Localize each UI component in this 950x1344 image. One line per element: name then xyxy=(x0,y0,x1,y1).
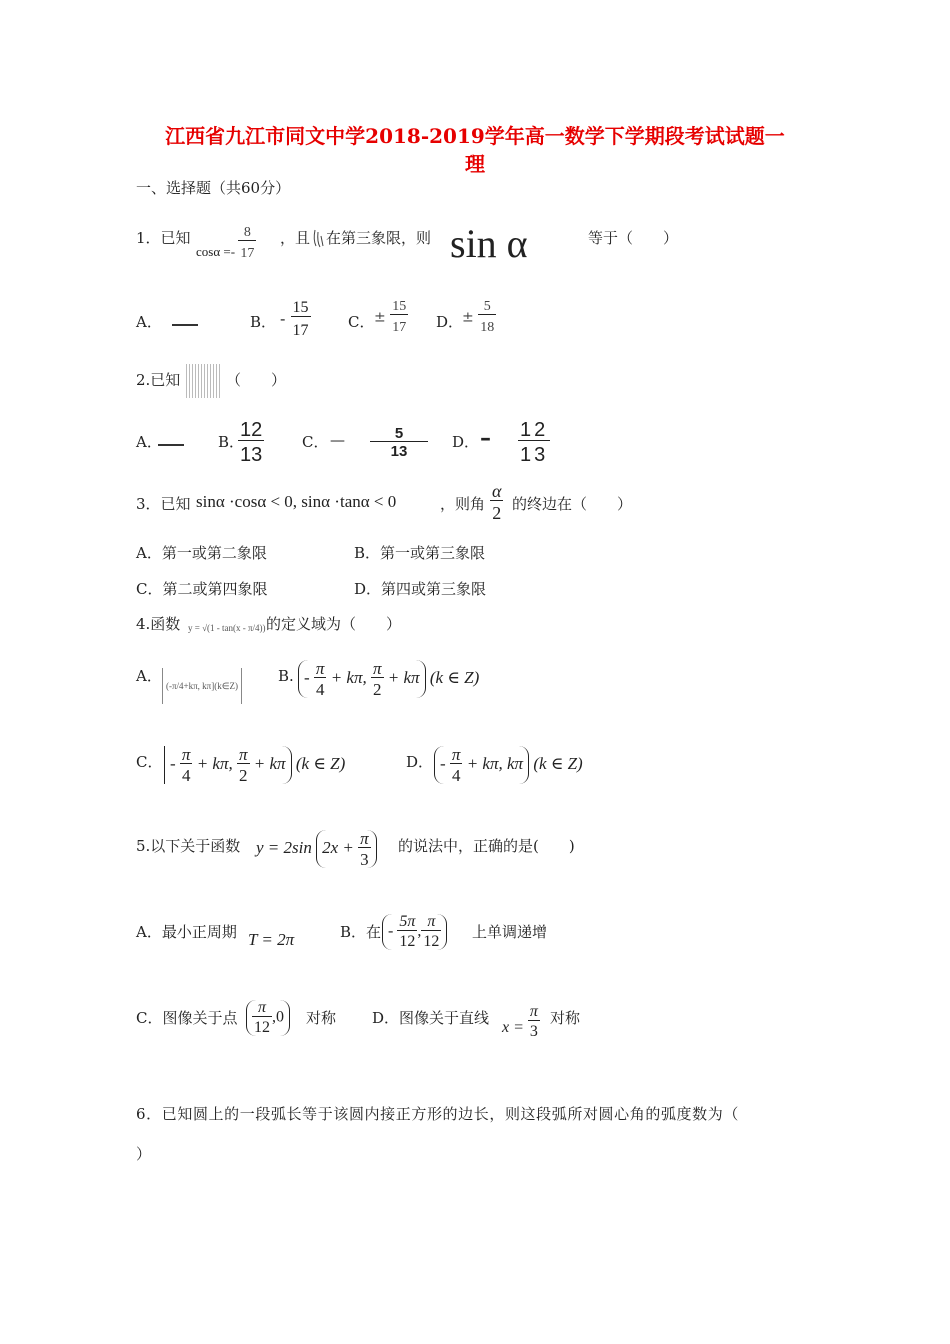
title-line-1: 江西省九江市同文中学2018-2019学年高一数学下学期段考试试题一 xyxy=(165,124,785,148)
q1-option-b-num: 15 xyxy=(292,299,309,316)
q2-option-d-label: D． xyxy=(452,433,480,451)
q1-option-c-num: 15 xyxy=(392,299,407,314)
q3-option-b: B．第一或第三象限 xyxy=(354,544,486,562)
q1-option-c-fraction xyxy=(390,300,408,335)
q2-option-d-num: 12 xyxy=(520,419,549,441)
q5-option-c-paren xyxy=(246,1000,290,1036)
q4-option-c-interval xyxy=(164,746,292,784)
q5-c-frac-den: 12 xyxy=(252,1016,272,1036)
q5-option-a-expr: T = 2π xyxy=(248,930,295,949)
q4-number: 4.函数 xyxy=(136,615,181,633)
q4-option-a-label: A． xyxy=(136,667,162,685)
q1-option-d-sign: ± xyxy=(462,309,474,326)
q3-option-a: A．第一或第二象限 xyxy=(136,544,267,562)
q5-option-b-paren: - $\frac{5\pi}{12}$ , $\frac{\pi}{12}$ xyxy=(382,914,447,950)
q4-option-c-label: C． xyxy=(136,753,163,771)
q1-mid1: ，且 xyxy=(280,229,311,247)
q4-b-minus: - xyxy=(304,667,310,687)
q4-d-frac1 xyxy=(450,746,463,784)
q4-b-frac1-den: 4 xyxy=(314,677,327,698)
q5-b-minus: - xyxy=(388,922,394,940)
q2-option-d-sign: – xyxy=(480,425,491,451)
q4-d-frac1-num: π xyxy=(451,745,461,764)
q5-option-b-tail: 上单调递增 xyxy=(472,923,548,941)
q5-b-frac2-den: 12 xyxy=(421,930,441,950)
q1-option-c-label: C． xyxy=(348,313,375,331)
q4-d-kz: (k ∈ Z) xyxy=(533,753,583,773)
title-line-2: 理 xyxy=(465,152,485,176)
section-heading: 一、选择题（共60分） xyxy=(136,179,291,197)
q4-d-frac1-den: 4 xyxy=(450,763,463,784)
q5-option-c: C．图像关于点 xyxy=(136,1009,238,1027)
q2-option-c-label: C． xyxy=(302,433,329,451)
q2-number: 2.已知 xyxy=(136,371,181,389)
q4-c-frac2 xyxy=(237,746,250,784)
q5-option-c-tail: 对称 xyxy=(306,1009,337,1027)
alpha-glyph-smudge xyxy=(312,226,326,250)
q6-line-2: ） xyxy=(136,1145,152,1163)
q5-option-d-tail: 对称 xyxy=(550,1009,581,1027)
q1-option-c-value xyxy=(374,300,408,335)
q5-frac xyxy=(358,830,371,868)
q1-option-d-value xyxy=(462,300,496,335)
q2-option-c-sign: — xyxy=(330,431,345,449)
q4-c-frac1 xyxy=(180,746,193,784)
q4-option-d-label: D． xyxy=(406,753,434,771)
q3-half-angle xyxy=(490,482,503,522)
q5-frac-num: π xyxy=(360,829,369,848)
q5-argument xyxy=(316,830,377,868)
q3-tail: 的终边在（ ） xyxy=(512,495,633,513)
q1-sin-alpha: sin α xyxy=(450,221,528,266)
q4-c-frac2-num: π xyxy=(239,745,248,764)
q4-b-kz: (k ∈ Z) xyxy=(429,667,480,687)
q5-b-frac2 xyxy=(421,914,441,950)
q4-b-frac2 xyxy=(371,660,384,698)
q5-c-frac xyxy=(252,1000,272,1036)
q1-option-a-label: A． xyxy=(136,313,162,331)
q2-option-a-value xyxy=(156,434,186,454)
q2-option-b-fraction xyxy=(238,420,264,465)
q5-b-frac1-num: 5π xyxy=(399,913,416,930)
q1-cos-num: 8 xyxy=(243,225,251,240)
q4-b-frac2-den: 2 xyxy=(371,677,384,698)
q5-option-b: B．在 xyxy=(340,923,382,941)
q3-number: 3．已知 xyxy=(136,495,191,513)
q3-option-c: C．第二或第四象限 xyxy=(136,580,268,598)
q1-option-d-label: D． xyxy=(436,313,464,331)
q1-option-b-label: B． xyxy=(250,313,277,331)
q4-option-b-label: B. xyxy=(278,667,294,685)
q5-b-frac1-den: 12 xyxy=(397,930,417,950)
q4-d-plus-kpi: + kπ, xyxy=(466,753,503,773)
q5-frac-den: 3 xyxy=(358,847,371,868)
q4-option-d-value xyxy=(434,746,583,784)
q5-function xyxy=(256,830,377,868)
q1-option-b-den: 17 xyxy=(291,316,311,339)
q4-c-frac2-den: 2 xyxy=(237,763,250,784)
q1-cos-expr xyxy=(196,226,256,261)
exam-title xyxy=(120,122,830,178)
q5-number: 5.以下关于函数 xyxy=(136,837,241,855)
q4-option-c-value xyxy=(164,746,345,784)
q5-option-d: D．图像关于直线 xyxy=(372,1009,490,1027)
q4-option-a-value: (-π/4+kπ, kπ](k∈Z) xyxy=(162,668,242,704)
q3-frac-den: 2 xyxy=(490,500,503,522)
q1-option-d-fraction xyxy=(478,300,496,335)
q5-d-x: x = xyxy=(502,1018,524,1036)
q4-option-b-value xyxy=(298,660,479,698)
q4-c-kz: (k ∈ Z) xyxy=(295,753,346,773)
q3-frac-num: α xyxy=(492,481,502,501)
q5-inner: 2x + xyxy=(322,837,354,857)
q2-option-b-num: 12 xyxy=(240,419,263,441)
q1-option-d-num: 5 xyxy=(483,299,491,314)
q1-number: 1．已知 xyxy=(136,229,191,247)
q1-tail: 等于（ ） xyxy=(588,229,679,247)
q4-b-plus-kpi: + kπ, xyxy=(330,667,367,687)
q5-c-frac-num: π xyxy=(257,999,266,1016)
q4-c-frac1-den: 4 xyxy=(180,763,193,784)
q2-option-c-value xyxy=(370,426,428,459)
q5-option-a: A．最小正周期 xyxy=(136,923,237,941)
q2-tail: （ ） xyxy=(226,371,287,389)
q2-option-c-num: 5 xyxy=(394,425,404,442)
q4-tail: 的定义域为（ ） xyxy=(266,615,402,633)
q5-option-c-point xyxy=(246,1000,290,1036)
q5-b-frac1 xyxy=(397,914,417,950)
q1-cos-den: 17 xyxy=(238,240,256,261)
q4-c-minus: - xyxy=(170,753,176,773)
q1-option-b-value xyxy=(280,300,311,339)
q1-option-d-den: 18 xyxy=(478,314,496,335)
q3-mid: ，则角 xyxy=(440,495,486,513)
q2-option-d-den: 13 xyxy=(518,440,550,465)
q4-function-small: y = √(1 - tan(x - π/4)) xyxy=(188,623,266,633)
q1-cos-fraction xyxy=(238,226,256,261)
q2-option-d-value xyxy=(518,420,550,465)
q1-option-c-sign: ± xyxy=(374,309,386,326)
q4-b-frac1-num: π xyxy=(315,659,325,678)
q5-y-eq: y = 2sin xyxy=(256,837,312,857)
q5-c-zero: ,0 xyxy=(272,1008,284,1026)
q5-d-frac xyxy=(528,1004,540,1040)
q4-b-frac1 xyxy=(314,660,327,698)
q2-condition-smudge xyxy=(186,364,220,398)
question-1 xyxy=(136,228,191,248)
q1-mid2: 在第三象限，则 xyxy=(326,229,432,247)
q5-option-b-interval xyxy=(382,914,447,950)
q3-expression: sinα ·cosα < 0, sinα ·tanα < 0 xyxy=(196,492,397,511)
q4-c-plus-kpi: + kπ, xyxy=(196,753,233,773)
q2-option-c-fraction xyxy=(370,426,428,459)
q1-option-b-sign: - xyxy=(280,309,286,328)
q4-c-plus-kpi2: + kπ xyxy=(253,753,286,773)
q1-option-a-value xyxy=(170,314,200,334)
q5-d-frac-num: π xyxy=(529,1003,538,1020)
q1-cos-lhs: cosα =- xyxy=(196,244,236,260)
q5-b-frac2-num: π xyxy=(427,913,436,930)
q4-c-frac1-num: π xyxy=(181,745,191,764)
q3-half-angle-fraction xyxy=(490,482,503,522)
q3-option-d: D．第四或第三象限 xyxy=(354,580,487,598)
q6-line-1: 6．已知圆上的一段弧长等于该圆内接正方形的边长，则这段弧所对圆心角的弧度数为（ xyxy=(136,1105,739,1123)
q2-option-c-den: 13 xyxy=(370,441,428,459)
q4-b-plus-kpi2: + kπ xyxy=(387,667,420,687)
q2-option-d-fraction xyxy=(518,420,550,465)
q2-option-b-label: B． xyxy=(218,433,245,451)
q2-option-a-label: A． xyxy=(136,433,162,451)
q2-option-b-den: 13 xyxy=(238,440,264,465)
q4-d-kpi: kπ xyxy=(507,753,524,773)
q2-option-b-value xyxy=(238,420,264,465)
q1-option-c-den: 17 xyxy=(390,314,408,335)
q5-d-frac-den: 3 xyxy=(528,1020,540,1040)
q4-b-frac2-num: π xyxy=(373,659,382,678)
q4-option-b-interval xyxy=(298,660,426,698)
q4-option-d-interval xyxy=(434,746,529,784)
q5-tail: 的说法中，正确的是( ) xyxy=(398,837,575,855)
q5-option-d-line xyxy=(502,1004,540,1040)
q1-option-b-fraction xyxy=(291,300,311,339)
q4-d-minus: - xyxy=(440,753,446,773)
